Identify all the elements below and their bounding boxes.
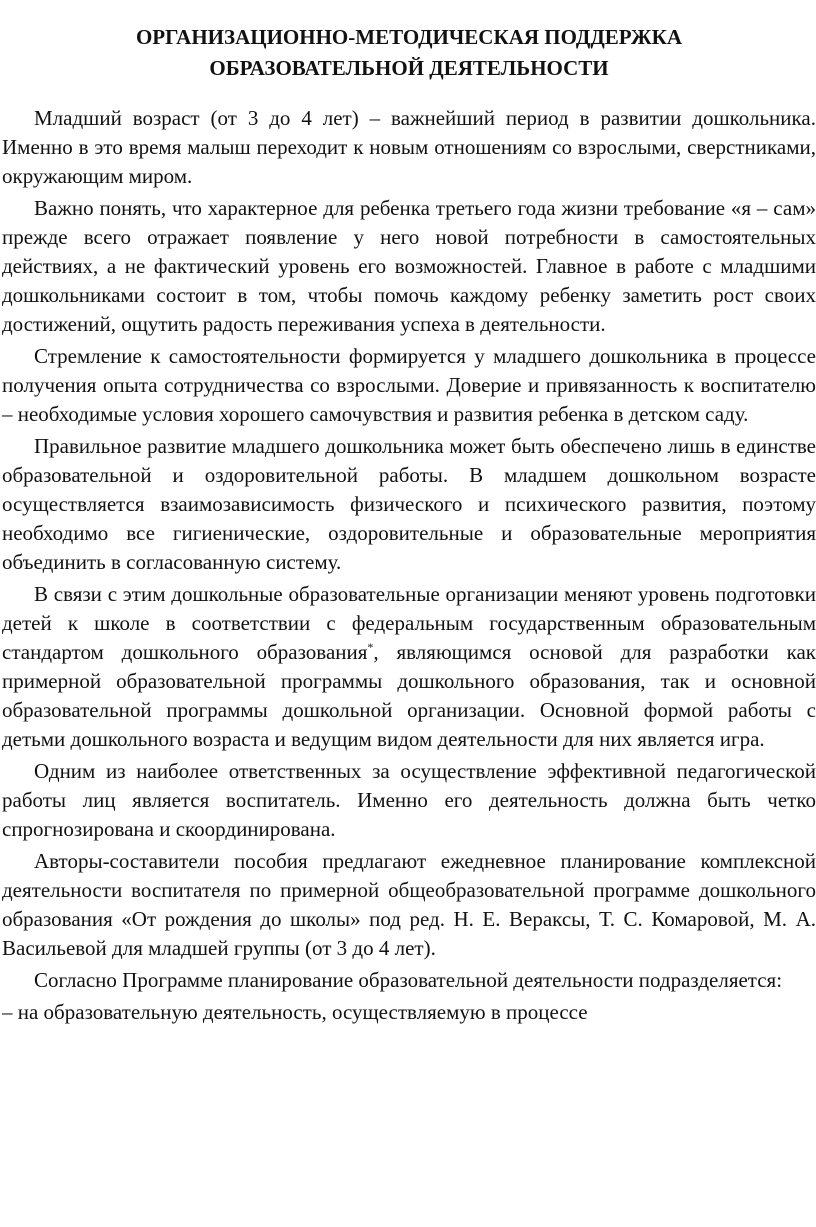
paragraph-5	[2, 580, 816, 757]
list-item-1: – на образовательную деятельность, осуществляемую в процессе	[2, 1000, 588, 1024]
paragraph-3: Стремление к самостоятельности формируется у младшего дошкольника в процессе получения опыта сотрудничества со взрослыми. Доверие и привязанность к воспитателю – необходимые условия хорошего самочувствия и развития ребенка в детском саду.	[2, 344, 816, 426]
paragraph-5-text-after: , являющимся основой для разработки как примерной образовательной программы дошкольного образования, так и основной образовательной программы дошкольной организации. Основной формой работы с детьми дошкольного возраста и ведущим видом деятельности для них является игра.	[2, 640, 816, 751]
paragraph-4: Правильное развитие младшего дошкольника может быть обеспечено лишь в единстве образовательной и оздоровительной работы. В младшем дошкольном возрасте осуществляется взаимозависимость физического и психического развития, поэтому необходимо все гигиенические, оздоровительные и образовательные мероприятия объединить в согласованную систему.	[2, 434, 816, 574]
paragraph-8: Согласно Программе планирование образовательной деятельности подразделяется:	[34, 968, 783, 992]
title-line-2: ОБРАЗОВАТЕЛЬНОЙ ДЕЯТЕЛЬНОСТИ	[209, 56, 609, 80]
paragraph-6: Одним из наиболее ответственных за осуществление эффективной педагогической работы лиц является воспитатель. Именно его деятельность должна быть четко спрогнозирована и скоординирована.	[2, 759, 816, 841]
paragraph-2: Важно понять, что характерное для ребенка третьего года жизни требование «я – сам» прежде всего отражает появление у него новой потребности в самостоятельных действиях, а не фактический уровень его возможностей. Главное в работе с младшими дошкольниками состоит в том, чтобы помочь каждому ребенку заметить рост своих достижений, ощутить радость переживания успеха в деятельности.	[2, 196, 816, 336]
paragraph-5-text-before: В связи с этим дошкольные образовательные организации меняют уровень подготовки детей к школе в соответствии с федеральным государственным образовательным стандартом дошкольного образования	[2, 582, 816, 664]
title-line-1: ОРГАНИЗАЦИОННО-МЕТОДИЧЕСКАЯ ПОДДЕРЖКА	[135, 25, 683, 49]
document-title	[2, 22, 816, 84]
paragraph-7: Авторы-составители пособия предлагают ежедневное планирование комплексной деятельности воспитателя по примерной общеобразовательной программе дошкольного образования «От рождения до школы» под ред. Н. Е. Вераксы, Т. С. Комаровой, М. А. Васильевой для младшей группы (от 3 до 4 лет).	[2, 849, 816, 960]
paragraph-1: Младший возраст (от 3 до 4 лет) – важнейший период в развитии дошкольника. Именно в это время малыш переходит к новым отношениям со взрослыми, сверстниками, окружающим миром.	[2, 106, 816, 188]
footnote-marker: *	[367, 640, 374, 654]
document-body	[2, 104, 816, 1027]
